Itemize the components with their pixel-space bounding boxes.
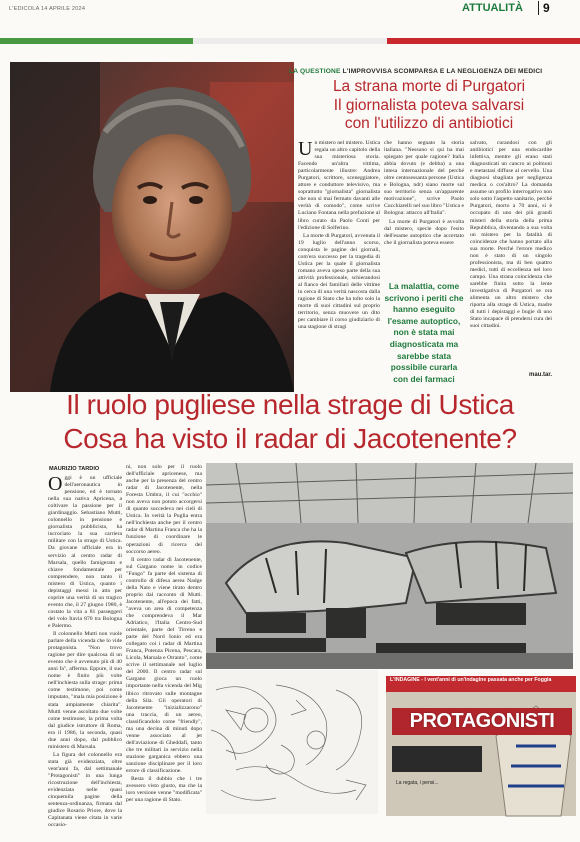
portrait-photo <box>10 62 294 392</box>
top-title-line: La strana morte di Purgatori <box>332 78 526 95</box>
main-title-line: Il ruolo pugliese nella strage di Ustica <box>66 389 514 420</box>
dropcap: U <box>298 138 313 160</box>
kicker-label: LA QUESTIONE <box>289 68 341 75</box>
page-number: 9 <box>543 1 550 15</box>
paragraph: Il colonnello Mutti non vuole parlare della vicenda che lo vide protagonista. "Non trovo ragione per dire qualcosa di un evento che è avvenuto più di 40 anni fa", afferma. Eppure, il suo nome è finito più volte nell'inchiesta sulla strage: prima come testimone, poi come imputato, "mala mia posizione è stata ampiamente chiarita". Mutti venne ascoltato due volte come testimone, la prima volta dal giudice istruttore di Roma, era il 1986, la seconda, quasi due anni dopo, dal pubblico ministero di Marsala. <box>48 631 122 750</box>
paper-name-date: L'EDICOLA 14 APRILE 2024 <box>9 6 86 12</box>
top-article-kicker <box>289 68 542 75</box>
paragraph: ni, non solo per il ruolo dell'ufficiale apricenese, ma anche per la presenza del centro radar di Jacotenente, nella Foresta Umbra, il cui "occhio" non aveva non potuto accorgersi di quanto succedeva nei cieli di Ustica. In verità la Puglia entra nell'inchiesta anche per il centro radar di Martina Franca che ha la funzione di coordinare le operazioni di ricerca del soccorso aereo. <box>126 464 202 555</box>
tricolor-bar <box>0 38 580 44</box>
paragraph: Resta il dubbio che i tre avessero visto giusto, ma che la loro versione venne "modificata" per una ragione di Stato. <box>126 776 202 804</box>
masthead-divider <box>538 1 539 15</box>
main-article-column-1 <box>48 473 122 829</box>
top-article-title <box>298 78 560 134</box>
wreckage-photo <box>206 463 573 669</box>
top-title-line: con l'utilizzo di antibiotici <box>344 115 514 132</box>
dropcap: O <box>48 473 63 495</box>
magazine-title: PROTAGONISTI <box>392 708 572 735</box>
magazine-tagline: L'INDAGINE - I vent'anni di un'indagine passata anche per Foggia <box>390 677 552 683</box>
kicker-text: L'IMPROVVISA SCOMPARSA E LA NEGLIGENZA DEI MEDICI <box>342 68 543 75</box>
paragraph: La morte di Purgatori è avvolta dal mistero, specie dopo l'esito dell'esame autoptico che accertato che il giornalista poteva essere <box>384 218 464 246</box>
top-article-column-2 <box>384 140 464 276</box>
paragraph: Il centro radar di Jacotenente, sul Gargano nome in codice "Fungo" fa parte del sistema di controllo di difesa aerea Nadge della Nato e viene tirato dentro proprio dal racconto di Mutti. Jacotenente, all'epoca dei fatti, "aveva un area di competenza che comprendeva il Mar Adriatico, l'Italia Centro-Sud orientale, parte del Tirreno e parte del Nord Ionio ed era collegato coi i radar di Martina Franca, Potenza Picena, Pescara, Licola, Marsala e Otranto", come scrive il settimanale nel luglio del 2000. Il centro radar sul Gargano gioca un ruolo importante nella vicenda del Mig libico ritrovato sulle montagne della Sila. Gli operatori di Jacotenente "inizializzarono" una traccia, di un aereo, classificandolo come "friendly", ma una decina di minuti dopo venne associato al jet dell'aviazione di Gheddafi, tanto che tre militari in servizio nella stazione garganica ebbero una sanzione disciplinare per il loro errore di classificazione. <box>126 556 202 775</box>
main-article-title <box>0 388 580 456</box>
paragraph: che hanno segnato la storia italiana. "Nessuno si qui ha mai spiegato per quale ragione? Italia abbia dovuto (e debba) a una intesa internazionale del perché oltre centosessanta persone (Ustica e Bologna, ndr) siano morte sul suo territorio senza un'apparente motivazione", scrive Paolo Cucchiarelli nel suo libro "Ustica e Bologna: attacco all'Italia". <box>384 140 464 217</box>
main-article-byline: MAURIZIO TARDIO <box>49 466 100 472</box>
top-article-column-1 <box>298 140 380 370</box>
main-article-column-2 <box>126 464 202 816</box>
paragraph: n mistero nel mistero. Ustica regala un altro capitolo della sua misteriosa storia. Facendo un'altra vittima, particolarmente illustre: Andrea Purgatori, scrittore, sceneggiatore, attore e conduttore televisivo, ma soprattutto "giornalista" giornalista che non si mai fermato davanti alle verità di comodo", come scrive Luciano Fontana nella prefazione al libro curato da Paolo Conti per l'edizione di Solferino. <box>298 140 381 231</box>
magazine-caption: La regata, i pensi... <box>396 780 439 786</box>
top-article-signature: mau.tar. <box>529 372 553 378</box>
sketch-illustration <box>206 670 378 814</box>
pull-quote: La malattia, come scrivono i periti che hanno eseguito l'esame autoptico, non è stata mai diagnosticata ma sarebbe stata possibile curarla con dei farmaci <box>384 281 464 384</box>
paragraph: salvato, curandosi con gli antibiotici per una endocardite infettiva, mentre gli erano stati diagnosticati un cancro ai polmoni e metastasi diffuse al cervello. Una diagnosi sbagliata per negligenza medica o cos'altro? La domanda assume un profilo interrogativo non solo sotto l'aspetto sanitario, perché Purgatori, morto a 70 anni, si è occupato di uno dei più grandi misteri della storia della prima Repubblica, diventando a sua volta un mistero per la fatalità di coincidenze che hanno portato alla sua morte. Perché l'errore medico non è stato di un singolo professionista, ma di ben quattro medici, tutti di eccellenza nel loro campo. Una strana coincidenza che sarebbe finita sotto la lente investigativa di Purgatori se ora alimenta un altro mistero che riporta alla strage di Ustica, madre di tutti i depistaggi e bugie di uno Stato incapace di prendersi cura dei suoi cittadini. <box>470 140 552 330</box>
paragraph: ggi è un ufficiale dell'aeronautica in pensione, ed è tornato nella sua nativa Apricena, a coltivare la passione per il giardinaggio. Sebastiano Mutti, colonnello in pensione e giornalista pubblicista, ha incrociato la sua carriera militare con la strage di Ustica. Da giovane ufficiale era in servizio al centro radar di Marsala, quello famigerato e chiave fondamentale per comprendere, non tanto il mistero di Ustica, quanto i depistaggi messi in atto per coprire una verità di un tragico evento che, il 27 giugno 1980, è costato la vita a 81 passeggeri del volo Itavia 870 tra Bologna e Palermo. <box>48 475 122 629</box>
paragraph: La morte di Purgatori, avvenuta il 19 luglio dell'anno scorso, conquista le pagine dei giornali, com'era successo per la tragedia di Ustica per la quale il giornalista romano aveva speso parte della sua attività professionale, schierandosi al fianco dei familiari delle vittime in cerca di una verità nascosta dalla ragione di Stato che ha tolto solo la morte di suoi cittadini sul proprio territorio, senza muovere un dito per cambiare il corso giudiziario di una stagione di stragi <box>298 232 380 331</box>
main-title-line: Cosa ha visto il radar di Jacotenente? <box>63 423 517 454</box>
section-label: ATTUALITÀ <box>462 2 523 14</box>
paragraph: La figura del colonnello era stata già evidenziata, oltre vent'anni fa, dal settimanale "Protagonisti" in una lunga ricostruzione dell'inchiesta, evidenziata nelle quasi cinquemila pagine della sentenza-ordinanza, firmata dal giudice Rosario Priore, dove la Capitanata viene citata in varie occasio- <box>48 751 122 829</box>
top-article-column-3 <box>470 140 552 370</box>
magazine-cover <box>386 676 576 816</box>
top-title-line: Il giornalista poteva salvarsi <box>333 96 525 114</box>
masthead <box>0 0 580 44</box>
